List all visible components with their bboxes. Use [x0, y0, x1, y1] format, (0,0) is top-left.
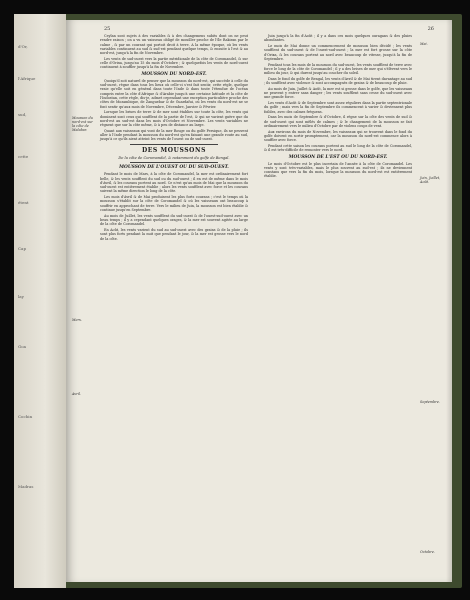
- edge-snippet: cette: [18, 154, 29, 159]
- paragraph: Pendant tous les mois de la mousson du sud-ouest, les vents soufflent de terre avec force le long de la côte de Coromandel ; il y a des brises de mer qui s'élèvent vers le milieu du jour, & qui durent jusqu'au coucher du soleil.: [264, 62, 412, 76]
- left-page-edge: [14, 14, 66, 588]
- paragraph: Au mois de Juillet, les vents soufflent du sud-ouest & de l'ouest-sud-ouest avec un beau temps ; il y a cependant quelques orages, & la mer est souvent agitée au large de la côte de Coromandel.: [100, 213, 248, 227]
- paragraph: Dans le fond du golfe de Bengal, les vents d'Avril & de Mai tirent davantage au sud ; ils soufflent avec violence & sont accompagnés de grains & de beaucoup de pluie.: [264, 76, 412, 86]
- margin-note: Mai.: [420, 42, 428, 46]
- edge-snippet: Madras: [18, 484, 34, 489]
- divider: [130, 144, 218, 145]
- chapter-heading: DES MOUSSONS: [141, 146, 207, 154]
- edge-snippet: Cochin: [18, 414, 33, 419]
- margin-note: Avril.: [72, 392, 82, 396]
- margin-note: Mers.: [72, 318, 82, 322]
- edge-snippet: Goa: [18, 344, 26, 349]
- page-number-right: 26: [427, 26, 434, 32]
- paragraph: Au mois de Juin, Juillet & Août, la mer est si grosse dans le golfe, que les vaisseaux ne peuvent y entrer sans danger ; les vents soufflent sans cesse du sud-ouest avec une grande force.: [264, 86, 412, 100]
- paragraph: Les vents de sud-ouest vers la partie méridionale de la côte de Coromandel, & sur celle d'Orixa, jusqu'au 15 du mois d'Octobre ; & quelquefois les vents de nord-ouest continuent à souffler jusqu'à la fin de Novembre.: [100, 56, 248, 70]
- text-column-left: [100, 34, 248, 242]
- page-shadow: [446, 20, 452, 582]
- section-heading: MOUSSON DU NORD-EST.: [141, 71, 207, 77]
- page-number-left: 25: [104, 26, 111, 32]
- text-column-right: [264, 34, 412, 180]
- chapter-subheading: De la côte de Coromandel, & notamment du golfe de Bengal.: [118, 155, 230, 160]
- edge-snippet: d'Or,: [18, 44, 28, 49]
- paragraph: Quoiqu'il soit naturel de penser que la mousson du nord-est, qui succède à celle du sud-ouest, règne dans tous les lieux où celle-ci s'est fait sentir, cette règle, quelque vraie qu'elle soit en général dans toute l'Inde & dans toute l'étendue de l'océan compris entre la côte d'Afrique & d'Arabie jusqu'à une certaine latitude et la côte de l'Indostan, cette règle, dis-je, admet cependant une exception particulière proche des côtes de Mozambique, de Zanguebar & de Guardafui, où les vents du nord-est ne se font sentir qu'aux mois de Novembre, Décembre, Janvier & Février.: [100, 78, 248, 109]
- paragraph: Pendant le mois de Mars, à la côte de Coromandel, la mer est ordinairement fort belle, & les vents soufflent du sud ou du sud-ouest ; il en est de même dans le mois d'Avril, & les courans portent au nord. Ce n'est qu'au mois de Mai que la mousson du sud-ouest est entièrement établie ; alors les vents soufflent avec force et les courans suivent la même direction le long de la côte.: [100, 172, 248, 194]
- paragraph: Le mois de Mai donne un commencement de mousson bien décidé ; les vents soufflent du sud-ouest & de l'ouest-sud-ouest ; la mer est fort grosse sur la côte d'Orixa, & les courans portent au nord avec beaucoup de vitesse, jusqu'à la fin de Septembre.: [264, 43, 412, 61]
- edge-snippet: l'Afrique: [18, 76, 36, 81]
- paragraph: En Août, les vents varient du sud au sud-ouest avec des grains & de la pluie ; ils sont plus forts pendant la nuit que pendant le jour, & la mer est grosse vers le nord de la côte.: [100, 228, 248, 241]
- margin-note: Juin, Juillet, Août.: [420, 176, 441, 184]
- paragraph: Lorsque les brises de terre & de mer sont établies sur toute la côte, les vents qui dominent sont ceux qui soufflent de la partie de l'est, & qui ne varient guère que du nord-est au sud-est dans les mois d'Octobre et Novembre. Les vents variables ne règnent que sur la côte même, & à peu de distance au large.: [100, 110, 248, 128]
- margin-note: Octobre.: [420, 550, 435, 554]
- paragraph: Dans les mois de Septembre & d'Octobre, il règne sur la côte des vents de sud & de sud-ouest qui sont mêlés de calmes ; & le changement de la mousson se fait ordinairement vers le milieu d'Octobre par de violens coups de vent.: [264, 115, 412, 128]
- section-heading: MOUSSON DE L'EST OU DU NORD-EST.: [288, 154, 388, 160]
- book: [14, 14, 462, 588]
- edge-snippet: sud,: [18, 112, 27, 117]
- edge-snippet: Cap: [18, 246, 27, 251]
- paragraph: Les mois d'Avril & de Mai produisent les plus forts courans ; c'est le temps où la mousson s'établit sur la côte de Coromandel & où les vaisseaux ont beaucoup à souffrir en approchant de terre. Vers le milieu de Juin, la mousson est bien établie & continue jusqu'en Septembre.: [100, 195, 248, 213]
- paragraph: Ceylan sont sujets à des variables & à des changemens subits dont on ne peut rendre raison ; on a vu un vaisseau obligé de mouiller proche de l'île Rakiran par le calme , & par un courant qui portoit droit à terre. A la même époque, où les vents variables continuent au sud & sud-est pendant quelque temps, & ensuite à l'est & au nord-est, jusqu'à la fin de Novembre.: [100, 34, 248, 56]
- edge-snippet: lay: [18, 294, 24, 299]
- edge-snippet: étent: [18, 200, 29, 205]
- divider: [130, 162, 218, 163]
- open-page: [66, 20, 452, 582]
- paragraph: Le mois d'Octobre est le plus incertain de l'année à la côte de Coromandel. Les vents y sont très-variables, mais le plus souvent au sud-est ; ils ne deviennent constans que vers la fin du mois, lorsque la mousson du nord-est est entièrement établie.: [264, 161, 412, 179]
- paragraph: Aux environs du mois de Novembre, les vaisseaux qui se trouvent dans le fond du golfe doivent en sortir promptement, car la mousson du nord-est commence alors à souffler avec force.: [264, 129, 412, 143]
- paragraph: Les vents d'Août & de Septembre sont assez réguliers dans la partie septentrionale du golfe ; mais vers la fin de Septembre ils commencent à varier & deviennent plus foibles, avec des calmes fréquens.: [264, 101, 412, 114]
- section-heading: MOUSSON DE L'OUEST OU DU SUD-OUEST.: [119, 165, 229, 171]
- paragraph: Quant aux vaisseaux qui vont de la mer Rouge ou du golfe Persique, ils ne peuvent aller à l'Inde pendant la mousson du nord-est qu'en faisant une grande route au sud, jusqu'à ce qu'ils aient atteint les vents de l'ouest ou de sud-ouest.: [100, 128, 248, 142]
- paragraph: Juin jusqu'à la fin d'Août ; il y a dans ces mois quelques ouragans & des pluies abondantes.: [264, 34, 412, 43]
- margin-note: Septembre.: [420, 400, 440, 404]
- margin-note: Mousson du nord-est sur la côte de Malabar.: [72, 116, 93, 132]
- paragraph: Pendant cette saison les courans portent au sud le long de la côte de Coromandel, & il est très-difficile de remonter vers le nord.: [264, 143, 412, 153]
